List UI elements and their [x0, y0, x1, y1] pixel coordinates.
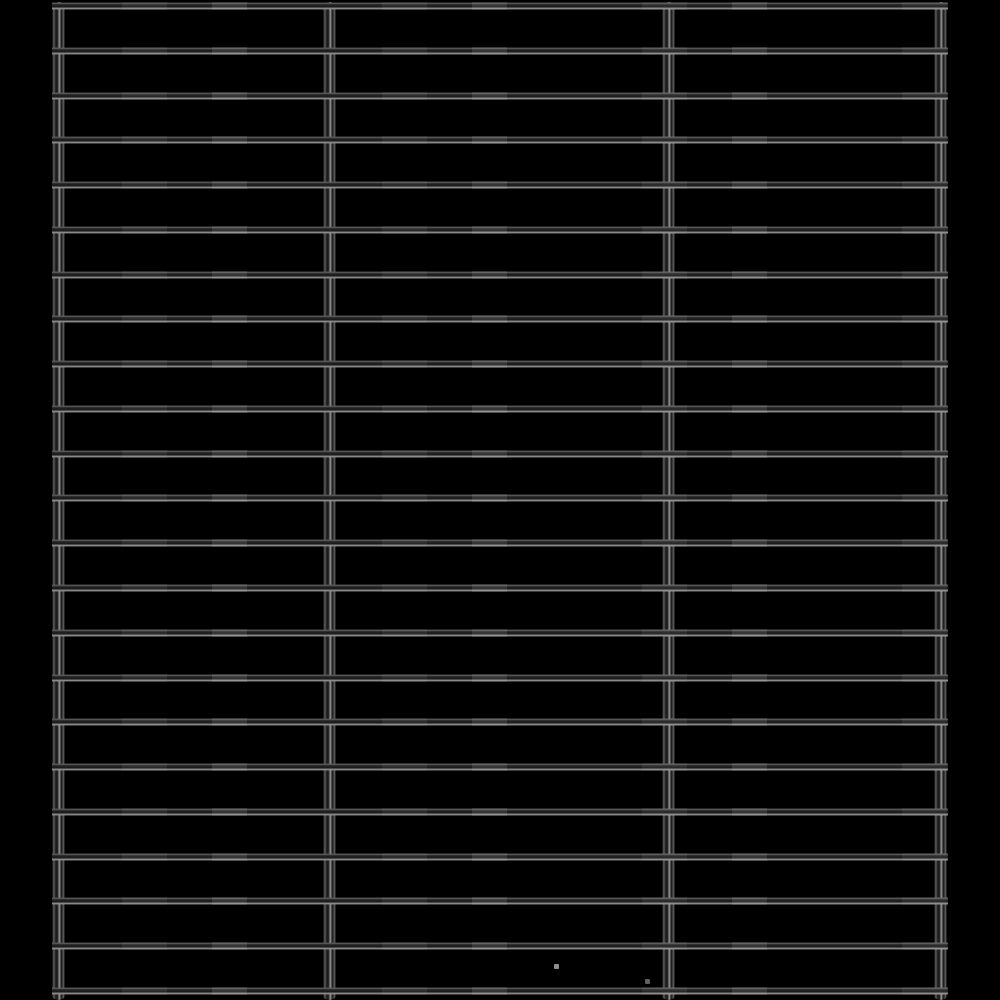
horizontal-wire: [52, 92, 948, 100]
horizontal-wire: [52, 539, 948, 547]
dust-speck: [554, 964, 559, 969]
horizontal-wire: [52, 2, 948, 10]
horizontal-wire: [52, 674, 948, 682]
horizontal-wire: [52, 181, 948, 189]
horizontal-wire: [52, 718, 948, 726]
horizontal-wire: [52, 315, 948, 323]
horizontal-wire: [52, 942, 948, 950]
horizontal-wire: [52, 494, 948, 502]
horizontal-wire: [52, 450, 948, 458]
horizontal-wire: [52, 584, 948, 592]
horizontal-wire: [52, 360, 948, 368]
horizontal-wire: [52, 987, 948, 995]
dust-speck: [645, 979, 650, 984]
horizontal-wire: [52, 808, 948, 816]
horizontal-wire: [52, 853, 948, 861]
horizontal-wire: [52, 47, 948, 55]
horizontal-wire: [52, 405, 948, 413]
horizontal-wire: [52, 271, 948, 279]
horizontal-wire: [52, 629, 948, 637]
horizontal-wire: [52, 763, 948, 771]
horizontal-wire: [52, 226, 948, 234]
horizontal-wire: [52, 897, 948, 905]
horizontal-wire: [52, 136, 948, 144]
